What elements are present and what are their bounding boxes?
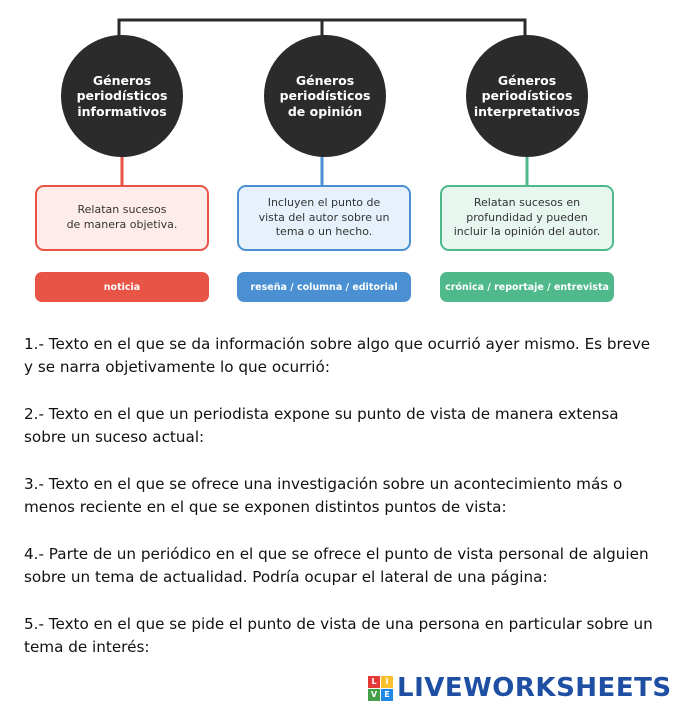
question-5: 5.- Texto en el que se pide el punto de vista de una persona en particular sobre un tema de interés:: [24, 615, 653, 656]
question-3: 3.- Texto en el que se ofrece una investigación sobre un acontecimiento más o menos reciente en el que se exponen distintos puntos de vista:: [24, 475, 623, 516]
description-box-interpretativos: Relatan sucesos en profundidad y pueden incluir la opinión del autor.: [440, 185, 614, 251]
logo-badge-letter: V: [368, 689, 380, 701]
logo-text: LIVEWORKSHEETS: [397, 673, 672, 703]
question-2: 2.- Texto en el que un periodista expone su punto de vista de manera extensa sobre un suceso actual:: [24, 405, 619, 446]
question-1: 1.- Texto en el que se da información sobre algo que ocurrió ayer mismo. Es breve y se narra objetivamente lo que ocurrió:: [24, 335, 651, 376]
logo-badge-letter: L: [368, 676, 380, 688]
logo-badge-icon: [368, 676, 393, 701]
questions-list: [24, 333, 654, 683]
tag-resena-columna-editorial: reseña / columna / editorial: [237, 272, 411, 302]
genre-circle-interpretativos: Géneros periodísticos interpretativos: [466, 35, 588, 157]
logo-badge-letter: I: [381, 676, 393, 688]
description-box-informativos: Relatan sucesos de manera objetiva.: [35, 185, 209, 251]
genre-circle-opinion: Géneros periodísticos de opinión: [264, 35, 386, 157]
description-box-opinion: Incluyen el punto de vista del autor sobre un tema o un hecho.: [237, 185, 411, 251]
genre-circle-informativos: Géneros periodísticos informativos: [61, 35, 183, 157]
logo-badge-letter: E: [381, 689, 393, 701]
question-4: 4.- Parte de un periódico en el que se ofrece el punto de vista personal de alguien sobre un tema de actualidad. Podría ocupar el lateral de una página:: [24, 545, 649, 586]
tag-noticia: noticia: [35, 272, 209, 302]
tag-cronica-reportaje-entrevista: crónica / reportaje / entrevista: [440, 272, 614, 302]
liveworksheets-logo: [368, 673, 672, 703]
